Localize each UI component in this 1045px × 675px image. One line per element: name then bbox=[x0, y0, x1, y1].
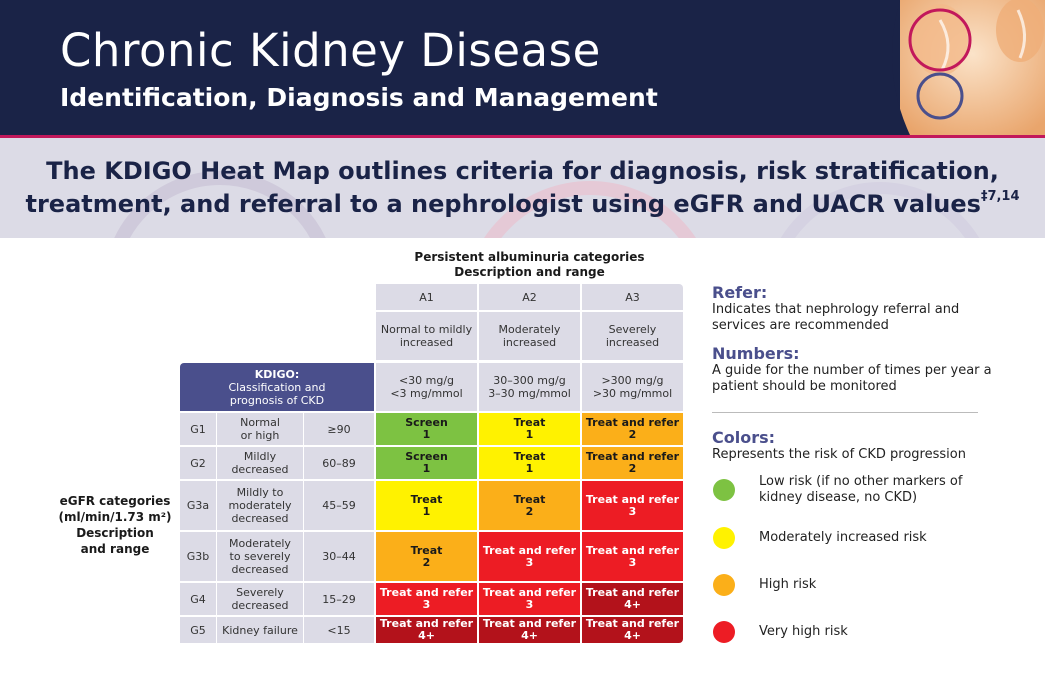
heat-cell-action: Treat bbox=[513, 416, 546, 429]
intro-line-1: The KDIGO Heat Map outlines criteria for diagnosis, risk stratification, bbox=[46, 157, 999, 185]
row-description-g3b bbox=[217, 532, 303, 581]
row-description-line: decreased bbox=[231, 599, 289, 612]
heat-cell-frequency: 2 bbox=[628, 428, 637, 441]
heat-cell-action: Treat and refer bbox=[482, 586, 577, 599]
heat-cell-frequency: 4+ bbox=[521, 629, 538, 642]
heat-cell-frequency: 4+ bbox=[624, 629, 641, 642]
heat-cell-frequency: 4+ bbox=[624, 598, 641, 611]
heat-cell-frequency: 3 bbox=[628, 504, 637, 518]
row-range-g3b bbox=[304, 532, 374, 581]
row-code-text: G2 bbox=[190, 456, 206, 470]
heat-cell-action: Treat and refer bbox=[585, 586, 680, 599]
column-code-text: A1 bbox=[419, 290, 434, 304]
heat-cell-g2-a3 bbox=[582, 447, 683, 479]
column-range-a2 bbox=[479, 363, 580, 411]
intro-banner bbox=[0, 138, 1045, 238]
column-code-text: A2 bbox=[522, 290, 537, 304]
heat-cell-action: Treat and refer bbox=[585, 416, 680, 429]
column-code-a3 bbox=[582, 284, 683, 310]
row-code-g2 bbox=[180, 447, 216, 479]
heat-cell-g3a-a3 bbox=[582, 481, 683, 530]
row-code-g5 bbox=[180, 617, 216, 643]
intro-superscript: ‡7,14 bbox=[980, 189, 1020, 204]
page-title: Chronic Kidney Disease bbox=[60, 24, 601, 77]
heat-cell-frequency: 1 bbox=[422, 428, 431, 441]
header-bar bbox=[0, 0, 1045, 135]
legend-refer-heading: Refer: bbox=[712, 283, 768, 302]
row-range-g5 bbox=[304, 617, 374, 643]
albuminuria-title bbox=[377, 250, 682, 280]
heat-cell-frequency: 1 bbox=[525, 462, 534, 475]
heat-cell-frequency: 2 bbox=[422, 555, 431, 569]
heat-cell-action: Treat and refer bbox=[585, 492, 680, 506]
kdigo-title: KDIGO: bbox=[254, 367, 300, 381]
kdigo-line-2: Classification and bbox=[228, 380, 326, 394]
egfr-label-line-2: (ml/min/1.73 m²) bbox=[58, 510, 172, 524]
column-range-line: >30 mg/mmol bbox=[592, 387, 673, 400]
row-description-line: or high bbox=[240, 429, 280, 442]
row-range-g3a bbox=[304, 481, 374, 530]
heat-cell-action: Screen bbox=[405, 416, 448, 429]
column-range-line: >300 mg/g bbox=[601, 374, 664, 387]
row-description-line: to severely bbox=[229, 550, 291, 563]
column-description-a3 bbox=[582, 312, 683, 360]
row-description-g4 bbox=[217, 583, 303, 615]
egfr-label-line-1: eGFR categories bbox=[59, 494, 171, 508]
row-code-text: G3a bbox=[186, 499, 210, 512]
row-code-text: G4 bbox=[190, 592, 206, 606]
row-range-text: 15–29 bbox=[322, 592, 356, 606]
column-description-a1 bbox=[376, 312, 477, 360]
heat-cell-action: Treat and refer bbox=[585, 450, 680, 463]
row-code-g4 bbox=[180, 583, 216, 615]
column-range-line: <30 mg/g bbox=[398, 374, 455, 387]
heat-cell-g4-a2 bbox=[479, 583, 580, 615]
row-code-g1 bbox=[180, 413, 216, 445]
row-description-line: Mildly bbox=[243, 450, 277, 463]
heat-cell-frequency: 1 bbox=[422, 504, 431, 518]
column-description-line: Severely bbox=[608, 323, 657, 336]
legend-dot-3 bbox=[713, 574, 735, 596]
legend-numbers-heading: Numbers: bbox=[712, 344, 800, 363]
legend-divider bbox=[712, 412, 978, 413]
albuminuria-title-line-1: Persistent albuminuria categories bbox=[414, 250, 645, 264]
column-description-line: increased bbox=[502, 336, 557, 349]
heat-cell-g2-a1 bbox=[376, 447, 477, 479]
legend-colors-text: Represents the risk of CKD progression bbox=[712, 447, 966, 462]
row-code-text: G5 bbox=[190, 623, 206, 637]
heat-cell-frequency: 3 bbox=[422, 598, 431, 611]
column-code-a1 bbox=[376, 284, 477, 310]
row-description-line: Severely bbox=[236, 586, 284, 599]
row-description-line: decreased bbox=[231, 512, 289, 525]
kidney-illustration bbox=[880, 0, 1045, 135]
legend-colors-heading: Colors: bbox=[712, 428, 776, 447]
row-range-text: 45–59 bbox=[322, 499, 356, 512]
column-description-line: Moderately bbox=[498, 323, 561, 336]
egfr-label-line-4: and range bbox=[80, 542, 150, 556]
heat-cell-action: Treat bbox=[513, 450, 546, 463]
row-description-g1 bbox=[217, 413, 303, 445]
column-range-line: 30–300 mg/g bbox=[493, 374, 566, 387]
column-range-a3 bbox=[582, 363, 683, 411]
intro-line-2-text: treatment, and referral to a nephrologist using eGFR and UACR values bbox=[25, 190, 981, 218]
row-range-g2 bbox=[304, 447, 374, 479]
heat-cell-g5-a1 bbox=[376, 617, 477, 643]
albuminuria-title-line-2: Description and range bbox=[454, 265, 605, 279]
column-code-text: A3 bbox=[625, 290, 640, 304]
heat-cell-g4-a1 bbox=[376, 583, 477, 615]
heat-cell-action: Treat bbox=[410, 543, 443, 557]
column-range-line: 3–30 mg/mmol bbox=[488, 387, 571, 400]
column-description-a2 bbox=[479, 312, 580, 360]
legend-label-2: Moderately increased risk bbox=[759, 530, 927, 545]
column-range-a1 bbox=[376, 363, 477, 411]
egfr-categories-label bbox=[40, 493, 190, 557]
heat-cell-frequency: 1 bbox=[422, 462, 431, 475]
heat-cell-frequency: 4+ bbox=[418, 629, 435, 642]
row-description-g5 bbox=[217, 617, 303, 643]
column-description-line: increased bbox=[399, 336, 454, 349]
heat-cell-frequency: 3 bbox=[525, 598, 534, 611]
heat-cell-g3b-a3 bbox=[582, 532, 683, 581]
heat-cell-frequency: 2 bbox=[525, 504, 534, 518]
kdigo-header bbox=[180, 363, 374, 411]
kdigo-line-3: prognosis of CKD bbox=[229, 393, 325, 407]
heat-cell-action: Treat and refer bbox=[585, 543, 680, 557]
legend-refer-text: Indicates that nephrology referral and services are recommended bbox=[712, 302, 960, 333]
row-description-line: Mildly to bbox=[236, 486, 284, 499]
row-code-text: G3b bbox=[186, 550, 210, 563]
row-description-line: decreased bbox=[231, 563, 289, 576]
column-code-a2 bbox=[479, 284, 580, 310]
row-range-text: <15 bbox=[327, 623, 351, 637]
heat-cell-frequency: 2 bbox=[628, 462, 637, 475]
row-description-g3a bbox=[217, 481, 303, 530]
row-range-text: 30–44 bbox=[322, 550, 356, 563]
heat-cell-frequency: 3 bbox=[628, 555, 637, 569]
intro-text bbox=[0, 155, 1045, 221]
column-description-line: increased bbox=[605, 336, 660, 349]
legend-numbers-text: A guide for the number of times per year a patient should be monitored bbox=[712, 363, 992, 394]
heat-cell-action: Treat and refer bbox=[482, 617, 577, 630]
heat-cell-action: Screen bbox=[405, 450, 448, 463]
legend-label-4: Very high risk bbox=[759, 624, 848, 639]
row-description-g2 bbox=[217, 447, 303, 479]
heat-cell-g5-a3 bbox=[582, 617, 683, 643]
heat-cell-frequency: 3 bbox=[525, 555, 534, 569]
heat-cell-action: Treat and refer bbox=[585, 617, 680, 630]
heat-cell-g4-a3 bbox=[582, 583, 683, 615]
heat-cell-g1-a1 bbox=[376, 413, 477, 445]
heat-cell-g3a-a1 bbox=[376, 481, 477, 530]
legend-dot-2 bbox=[713, 527, 735, 549]
heat-cell-g1-a2 bbox=[479, 413, 580, 445]
heat-cell-frequency: 1 bbox=[525, 428, 534, 441]
heat-cell-g2-a2 bbox=[479, 447, 580, 479]
heat-cell-g3b-a1 bbox=[376, 532, 477, 581]
intro-line-2 bbox=[0, 188, 1045, 221]
heat-cell-action: Treat and refer bbox=[482, 543, 577, 557]
heat-cell-g3b-a2 bbox=[479, 532, 580, 581]
row-code-text: G1 bbox=[190, 422, 206, 436]
column-description-line: Normal to mildly bbox=[380, 323, 473, 336]
heat-cell-g1-a3 bbox=[582, 413, 683, 445]
row-range-g4 bbox=[304, 583, 374, 615]
row-description-line: moderately bbox=[228, 499, 292, 512]
heat-cell-action: Treat bbox=[410, 492, 443, 506]
legend-dot-1 bbox=[713, 479, 735, 501]
heat-cell-g5-a2 bbox=[479, 617, 580, 643]
legend-label-1: Low risk (if no other markers of kidney disease, no CKD) bbox=[759, 474, 963, 505]
row-description-line: Moderately bbox=[229, 537, 291, 550]
row-description-line: Kidney failure bbox=[222, 623, 298, 637]
page-subtitle: Identification, Diagnosis and Management bbox=[60, 83, 658, 112]
heat-cell-action: Treat and refer bbox=[379, 586, 474, 599]
row-range-text: 60–89 bbox=[322, 456, 356, 470]
legend-dot-4 bbox=[713, 621, 735, 643]
column-range-line: <3 mg/mmol bbox=[390, 387, 463, 400]
row-description-line: decreased bbox=[231, 463, 289, 476]
row-description-line: Normal bbox=[240, 416, 280, 429]
heat-cell-action: Treat bbox=[513, 492, 546, 506]
egfr-label-line-3: Description bbox=[76, 526, 154, 540]
heat-cell-action: Treat and refer bbox=[379, 617, 474, 630]
heat-cell-g3a-a2 bbox=[479, 481, 580, 530]
row-range-g1 bbox=[304, 413, 374, 445]
row-range-text: ≥90 bbox=[327, 422, 351, 436]
legend-label-3: High risk bbox=[759, 577, 817, 592]
